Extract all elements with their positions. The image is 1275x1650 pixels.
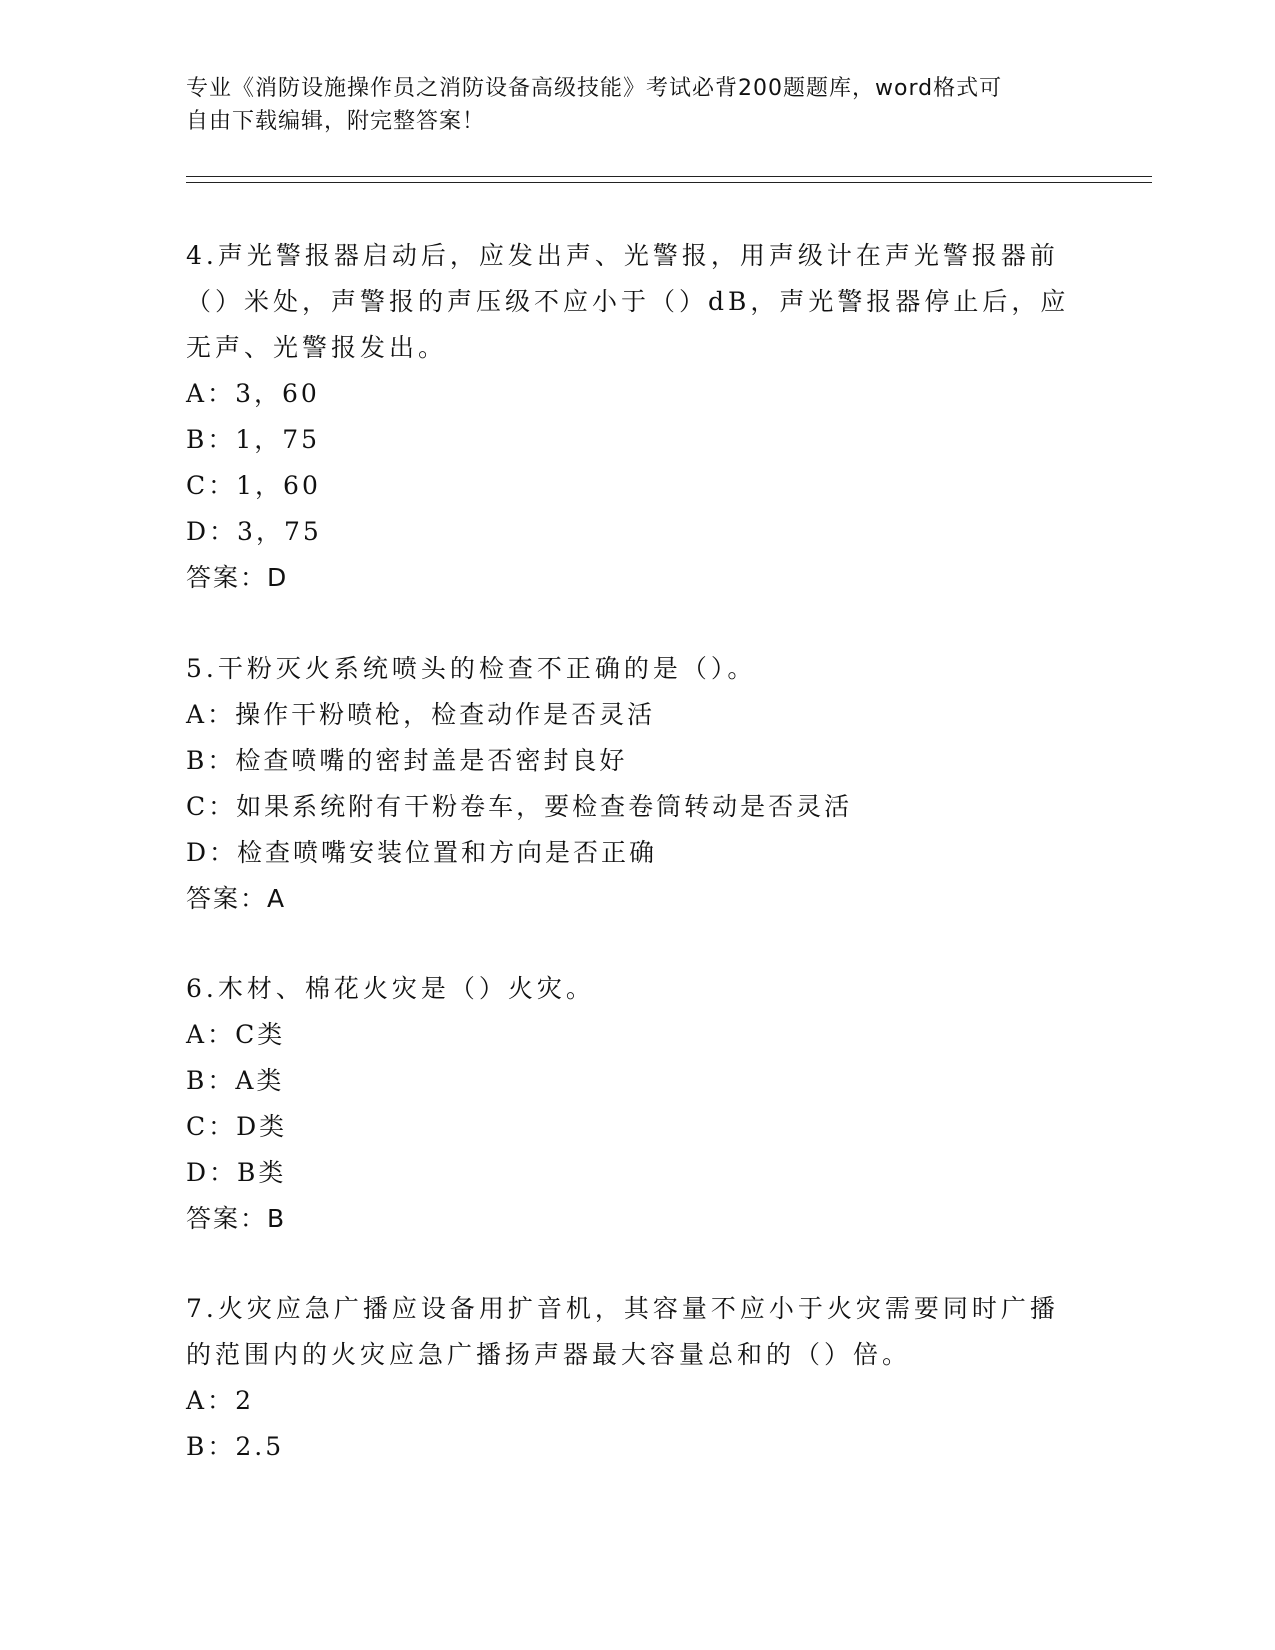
option-text: A类 (235, 1066, 285, 1095)
option-b (186, 1424, 1076, 1470)
answer: 答案：B (186, 1204, 287, 1233)
question-6 (186, 966, 1076, 1242)
option-label: A： (186, 379, 236, 408)
option-label: B： (186, 746, 236, 775)
option-label: B： (186, 1066, 236, 1095)
option-text: 3，75 (237, 517, 322, 546)
option-text: D类 (236, 1112, 288, 1141)
document-header (186, 72, 1066, 138)
option-label: C： (186, 471, 237, 500)
option-a (186, 1012, 1076, 1058)
option-c (186, 463, 1076, 509)
option-text: 3，60 (235, 379, 320, 408)
question-stem: 4.声光警报器启动后，应发出声、光警报，用声级计在声光警报器前（）米处，声警报的声压级不应小于（）dB，声光警报器停止后，应无声、光警报发出。 (186, 241, 1070, 362)
answer: 答案：A (186, 884, 287, 913)
option-c (186, 1104, 1076, 1150)
option-a (186, 1378, 1076, 1424)
option-b (186, 1058, 1076, 1104)
option-text: B类 (237, 1158, 287, 1187)
option-b (186, 417, 1076, 463)
option-label: C： (186, 1112, 237, 1141)
option-c (186, 784, 1076, 830)
option-text: 操作干粉喷枪，检查动作是否灵活 (235, 700, 656, 729)
option-label: A： (186, 700, 236, 729)
option-label: B： (186, 425, 236, 454)
option-label: D： (186, 517, 238, 546)
option-text: 如果系统附有干粉卷车，要检查卷筒转动是否灵活 (236, 792, 853, 821)
header-line-2: 自由下载编辑，附完整答案！ (186, 109, 486, 134)
header-divider-top (186, 176, 1152, 177)
option-d (186, 1150, 1076, 1196)
option-a (186, 692, 1076, 738)
option-label: D： (186, 838, 238, 867)
option-text: 检查喷嘴的密封盖是否密封良好 (235, 746, 628, 775)
question-stem: 7.火灾应急广播应设备用扩音机，其容量不应小于火灾需要同时广播的范围内的火灾应急广播扬声器最大容量总和的（）倍。 (186, 1294, 1059, 1369)
option-text: 1，60 (236, 471, 321, 500)
answer: 答案：D (186, 563, 289, 592)
option-text: 1，75 (235, 425, 321, 454)
question-5 (186, 646, 1076, 922)
question-stem: 6.木材、棉花火灾是（）火灾。 (186, 974, 595, 1003)
header-divider-bottom (186, 182, 1152, 183)
option-label: A： (186, 1020, 236, 1049)
option-d (186, 509, 1076, 555)
option-label: D： (186, 1158, 238, 1187)
question-stem: 5.干粉灭火系统喷头的检查不正确的是（）。 (186, 654, 757, 683)
option-text: 2.5 (235, 1432, 285, 1461)
option-label: C： (186, 792, 237, 821)
option-label: B： (186, 1432, 236, 1461)
option-text: 检查喷嘴安装位置和方向是否正确 (237, 838, 658, 867)
question-4 (186, 233, 1076, 601)
option-text: C类 (235, 1020, 286, 1049)
header-line-1: 专业《消防设施操作员之消防设备高级技能》考试必背200题题库，word格式可 (186, 76, 1003, 101)
question-7 (186, 1286, 1076, 1470)
option-b (186, 738, 1076, 784)
option-label: A： (186, 1386, 236, 1415)
option-text: 2 (235, 1386, 254, 1415)
option-a (186, 371, 1076, 417)
option-d (186, 830, 1076, 876)
